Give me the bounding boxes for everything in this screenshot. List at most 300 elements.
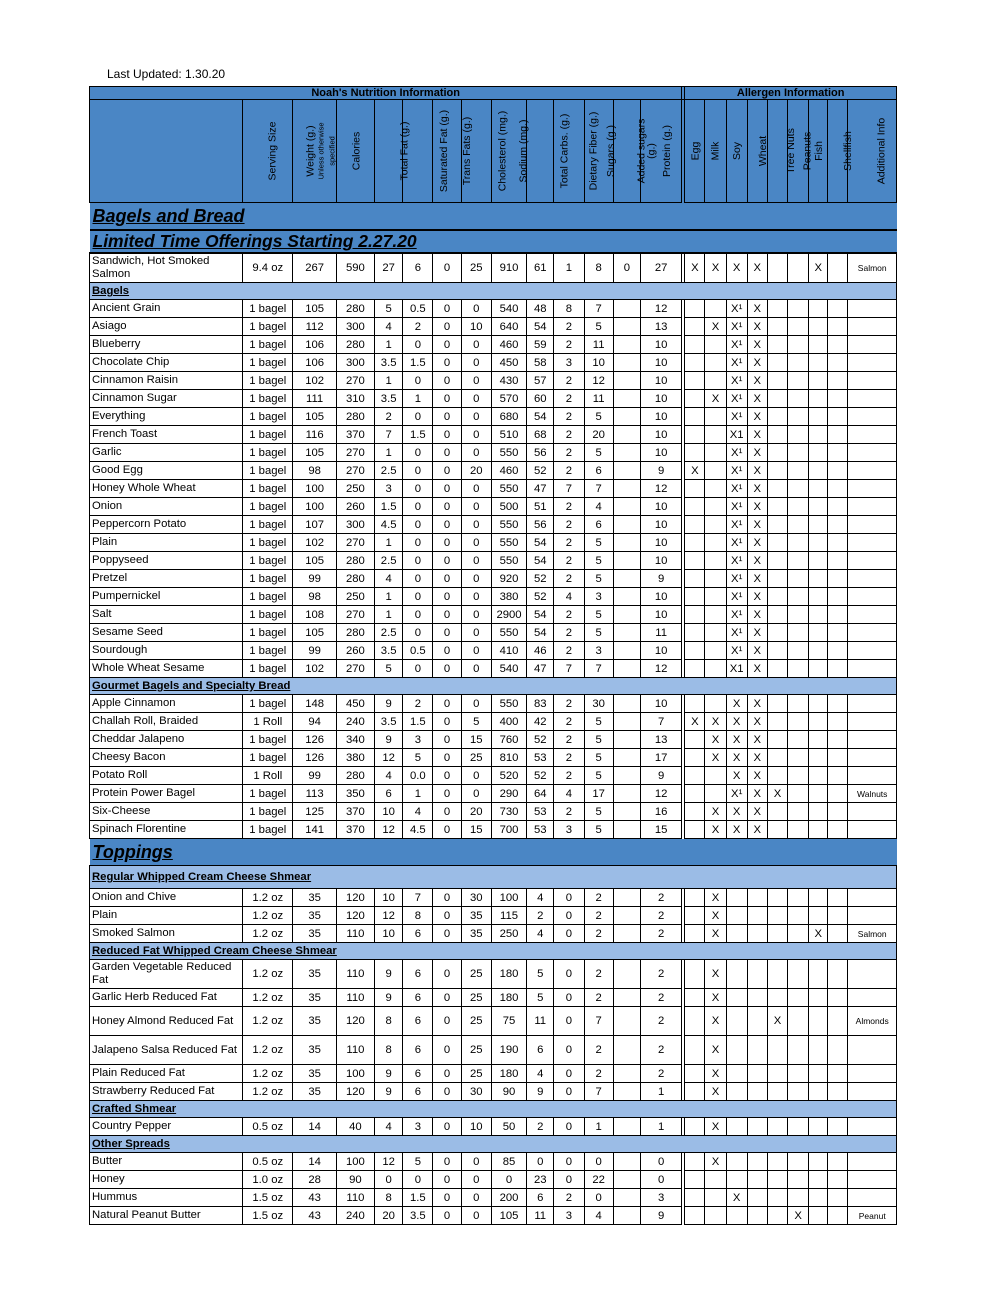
table-cell: 6 bbox=[403, 253, 433, 283]
table-cell: 2 bbox=[554, 606, 584, 624]
table-cell: 2 bbox=[554, 498, 584, 516]
table-cell bbox=[828, 444, 848, 462]
table-cell: 90 bbox=[491, 1083, 526, 1101]
table-cell bbox=[685, 785, 705, 803]
table-cell: 17 bbox=[584, 785, 613, 803]
table-cell: 10 bbox=[640, 444, 681, 462]
table-cell bbox=[767, 516, 787, 534]
table-cell: 550 bbox=[491, 624, 526, 642]
table-cell: 11 bbox=[584, 336, 613, 354]
item-name: Garlic bbox=[90, 444, 243, 462]
table-cell: 7 bbox=[640, 713, 681, 731]
table-cell bbox=[747, 1153, 767, 1171]
table-cell: 14 bbox=[293, 1118, 336, 1136]
table-cell bbox=[788, 889, 809, 907]
table-cell bbox=[613, 1171, 640, 1189]
table-cell bbox=[809, 907, 828, 925]
table-cell: 56 bbox=[527, 444, 554, 462]
table-cell: X bbox=[747, 318, 767, 336]
table-cell bbox=[828, 336, 848, 354]
table-cell: X bbox=[747, 785, 767, 803]
table-cell: 6 bbox=[403, 1036, 433, 1065]
table-row bbox=[90, 390, 897, 408]
table-cell: Almonds bbox=[848, 1007, 897, 1036]
subsection-header-row bbox=[90, 866, 897, 889]
table-cell bbox=[705, 552, 726, 570]
table-row bbox=[90, 642, 897, 660]
table-cell bbox=[705, 426, 726, 444]
table-cell bbox=[613, 354, 640, 372]
subsection-header-row bbox=[90, 678, 897, 695]
table-cell: 10 bbox=[461, 1118, 491, 1136]
last-updated-label: Last Updated: 1.30.20 bbox=[107, 67, 226, 81]
table-cell: X bbox=[726, 821, 747, 839]
table-cell bbox=[767, 480, 787, 498]
table-cell: 0 bbox=[433, 588, 461, 606]
table-cell bbox=[613, 785, 640, 803]
table-cell: X bbox=[788, 1207, 809, 1225]
table-cell bbox=[685, 498, 705, 516]
table-cell bbox=[767, 1118, 787, 1136]
table-cell bbox=[848, 803, 897, 821]
table-cell bbox=[613, 606, 640, 624]
table-cell bbox=[809, 1153, 828, 1171]
table-cell bbox=[767, 390, 787, 408]
table-cell: X¹ bbox=[726, 444, 747, 462]
table-cell: Peanut bbox=[848, 1207, 897, 1225]
table-cell: 1 bagel bbox=[243, 336, 293, 354]
table-cell: 1 bagel bbox=[243, 749, 293, 767]
table-cell: X¹ bbox=[726, 498, 747, 516]
table-cell: X bbox=[747, 498, 767, 516]
table-cell: 0.5 bbox=[403, 300, 433, 318]
column-header-milk: Milk bbox=[705, 100, 726, 203]
table-row bbox=[90, 462, 897, 480]
table-cell: 0 bbox=[433, 695, 461, 713]
table-cell bbox=[809, 889, 828, 907]
table-cell bbox=[685, 889, 705, 907]
table-cell bbox=[685, 749, 705, 767]
column-header-total-fat: Total Fat (g.) bbox=[375, 100, 403, 203]
table-cell bbox=[767, 695, 787, 713]
table-cell: 3 bbox=[403, 731, 433, 749]
table-cell bbox=[767, 606, 787, 624]
table-cell: X bbox=[705, 1036, 726, 1065]
table-cell: 98 bbox=[293, 462, 336, 480]
item-name: Jalapeno Salsa Reduced Fat bbox=[90, 1036, 243, 1065]
item-name: Country Pepper bbox=[90, 1118, 243, 1136]
table-cell: 7 bbox=[584, 1083, 613, 1101]
table-cell: 28 bbox=[293, 1171, 336, 1189]
table-cell bbox=[767, 1083, 787, 1101]
table-cell bbox=[767, 318, 787, 336]
table-cell: 500 bbox=[491, 498, 526, 516]
subsection-title: Gourmet Bagels and Specialty Bread bbox=[90, 678, 897, 695]
table-cell: 35 bbox=[293, 960, 336, 989]
table-cell: 12 bbox=[375, 907, 403, 925]
table-cell bbox=[788, 624, 809, 642]
table-cell: 5 bbox=[527, 989, 554, 1007]
table-cell bbox=[613, 803, 640, 821]
table-cell: 3.5 bbox=[375, 354, 403, 372]
table-cell bbox=[767, 713, 787, 731]
table-cell bbox=[613, 1036, 640, 1065]
table-cell: X bbox=[705, 1065, 726, 1083]
table-cell: 1.2 oz bbox=[243, 960, 293, 989]
table-cell bbox=[809, 606, 828, 624]
table-cell: 8 bbox=[584, 253, 613, 283]
table-cell bbox=[685, 426, 705, 444]
table-cell: 53 bbox=[527, 821, 554, 839]
table-cell: 0 bbox=[433, 642, 461, 660]
item-name: Challah Roll, Braided bbox=[90, 713, 243, 731]
table-cell: 3 bbox=[584, 642, 613, 660]
table-cell: 0 bbox=[433, 570, 461, 588]
table-cell bbox=[767, 462, 787, 480]
table-cell: 2 bbox=[554, 336, 584, 354]
item-name: Pumpernickel bbox=[90, 588, 243, 606]
table-cell: 8 bbox=[375, 1007, 403, 1036]
table-cell: 2 bbox=[554, 1189, 584, 1207]
table-cell bbox=[685, 372, 705, 390]
table-cell: 35 bbox=[293, 907, 336, 925]
table-cell bbox=[828, 552, 848, 570]
table-cell: 110 bbox=[336, 1036, 374, 1065]
table-cell bbox=[767, 989, 787, 1007]
table-cell: 240 bbox=[336, 713, 374, 731]
item-name: Cinnamon Sugar bbox=[90, 390, 243, 408]
table-cell bbox=[788, 1083, 809, 1101]
subsection-header-row bbox=[90, 283, 897, 300]
table-cell: 5 bbox=[584, 731, 613, 749]
table-row bbox=[90, 925, 897, 943]
table-cell: 126 bbox=[293, 731, 336, 749]
table-cell: 83 bbox=[527, 695, 554, 713]
table-cell: 7 bbox=[403, 889, 433, 907]
table-cell: 250 bbox=[336, 588, 374, 606]
table-cell: X bbox=[685, 462, 705, 480]
table-cell: 2 bbox=[554, 516, 584, 534]
table-cell bbox=[767, 925, 787, 943]
table-cell: 20 bbox=[461, 803, 491, 821]
table-cell bbox=[848, 318, 897, 336]
table-cell bbox=[767, 1065, 787, 1083]
table-cell: 0 bbox=[461, 426, 491, 444]
table-cell bbox=[767, 1207, 787, 1225]
table-cell: 0 bbox=[433, 1189, 461, 1207]
table-cell: 5 bbox=[584, 534, 613, 552]
table-cell: 0 bbox=[461, 570, 491, 588]
table-cell: 200 bbox=[491, 1189, 526, 1207]
table-cell: 35 bbox=[461, 925, 491, 943]
table-cell bbox=[828, 1065, 848, 1083]
table-cell bbox=[809, 749, 828, 767]
table-cell: 5 bbox=[584, 408, 613, 426]
table-cell: 52 bbox=[527, 462, 554, 480]
table-cell: 0 bbox=[461, 785, 491, 803]
table-cell: 10 bbox=[640, 336, 681, 354]
table-cell bbox=[747, 1118, 767, 1136]
subsection-title: Regular Whipped Cream Cheese Shmear bbox=[90, 866, 897, 889]
table-cell: 0 bbox=[433, 1118, 461, 1136]
table-cell: X bbox=[705, 253, 726, 283]
table-cell: 0 bbox=[461, 300, 491, 318]
table-cell: 1.2 oz bbox=[243, 1065, 293, 1083]
table-cell: 260 bbox=[336, 642, 374, 660]
table-cell: 0 bbox=[554, 960, 584, 989]
table-cell: 100 bbox=[293, 498, 336, 516]
table-cell bbox=[767, 588, 787, 606]
table-cell bbox=[613, 1065, 640, 1083]
table-row bbox=[90, 1171, 897, 1189]
table-cell: 53 bbox=[527, 749, 554, 767]
table-row bbox=[90, 516, 897, 534]
table-row bbox=[90, 1189, 897, 1207]
table-row bbox=[90, 1207, 897, 1225]
table-cell: 11 bbox=[527, 1207, 554, 1225]
table-cell: 102 bbox=[293, 534, 336, 552]
table-cell bbox=[788, 300, 809, 318]
table-cell bbox=[726, 1083, 747, 1101]
table-cell bbox=[828, 462, 848, 480]
table-cell bbox=[705, 336, 726, 354]
table-cell bbox=[767, 408, 787, 426]
table-cell bbox=[828, 1083, 848, 1101]
column-header-dietary-fiber: Dietary Fiber (g.) bbox=[554, 100, 584, 203]
table-cell bbox=[809, 588, 828, 606]
table-cell: 3 bbox=[554, 354, 584, 372]
table-cell bbox=[685, 300, 705, 318]
table-cell: 0 bbox=[403, 570, 433, 588]
table-cell bbox=[809, 534, 828, 552]
table-cell: 380 bbox=[336, 749, 374, 767]
table-cell: 0 bbox=[554, 1171, 584, 1189]
table-cell bbox=[613, 300, 640, 318]
table-cell: 0 bbox=[554, 889, 584, 907]
table-cell: X bbox=[705, 821, 726, 839]
subsection-header-row bbox=[90, 1136, 897, 1153]
table-cell: 250 bbox=[491, 925, 526, 943]
table-cell: 1.5 bbox=[403, 1189, 433, 1207]
item-name: French Toast bbox=[90, 426, 243, 444]
table-cell: 54 bbox=[527, 624, 554, 642]
table-cell bbox=[848, 354, 897, 372]
table-cell bbox=[788, 372, 809, 390]
table-cell bbox=[767, 354, 787, 372]
table-cell: 52 bbox=[527, 767, 554, 785]
table-cell: 5 bbox=[461, 713, 491, 731]
column-header-tree-nuts: Tree Nuts bbox=[767, 100, 787, 203]
table-cell bbox=[848, 570, 897, 588]
table-cell: 410 bbox=[491, 642, 526, 660]
table-cell bbox=[613, 925, 640, 943]
table-cell: 270 bbox=[336, 444, 374, 462]
table-cell bbox=[809, 713, 828, 731]
table-cell bbox=[788, 444, 809, 462]
table-cell bbox=[788, 318, 809, 336]
table-cell: 0 bbox=[433, 731, 461, 749]
table-cell: 0 bbox=[433, 1171, 461, 1189]
table-cell: 9 bbox=[640, 462, 681, 480]
table-cell: 2 bbox=[554, 408, 584, 426]
table-cell: 3 bbox=[584, 588, 613, 606]
table-cell: 5 bbox=[584, 606, 613, 624]
table-cell bbox=[705, 767, 726, 785]
table-cell bbox=[685, 821, 705, 839]
table-cell: 57 bbox=[527, 372, 554, 390]
table-cell bbox=[788, 1118, 809, 1136]
table-cell: 340 bbox=[336, 731, 374, 749]
table-cell: 0 bbox=[433, 354, 461, 372]
table-cell: 510 bbox=[491, 426, 526, 444]
table-cell: 35 bbox=[293, 989, 336, 1007]
table-cell: 48 bbox=[527, 300, 554, 318]
table-cell bbox=[613, 444, 640, 462]
item-name: Plain bbox=[90, 534, 243, 552]
table-cell: X bbox=[747, 300, 767, 318]
item-name: Six-Cheese bbox=[90, 803, 243, 821]
table-cell: 112 bbox=[293, 318, 336, 336]
table-cell bbox=[767, 300, 787, 318]
table-cell bbox=[685, 1207, 705, 1225]
table-cell: 16 bbox=[640, 803, 681, 821]
table-cell: 1.5 bbox=[403, 713, 433, 731]
table-cell: 25 bbox=[461, 1007, 491, 1036]
table-cell: 56 bbox=[527, 516, 554, 534]
table-cell: 1.2 oz bbox=[243, 907, 293, 925]
table-cell bbox=[828, 821, 848, 839]
table-cell: 1 bagel bbox=[243, 318, 293, 336]
item-name: Sandwich, Hot Smoked Salmon bbox=[90, 253, 243, 283]
column-header-fish: Fish bbox=[809, 100, 828, 203]
table-cell: 260 bbox=[336, 498, 374, 516]
table-cell: 5 bbox=[584, 821, 613, 839]
table-cell: 370 bbox=[336, 803, 374, 821]
table-cell: 0 bbox=[403, 462, 433, 480]
table-cell: 2 bbox=[584, 925, 613, 943]
table-cell bbox=[767, 336, 787, 354]
table-cell: 2 bbox=[554, 462, 584, 480]
column-header-additional-info: Additional Info bbox=[848, 100, 897, 203]
table-row bbox=[90, 821, 897, 839]
table-cell: 107 bbox=[293, 516, 336, 534]
table-cell: 1.2 oz bbox=[243, 1036, 293, 1065]
table-cell bbox=[767, 444, 787, 462]
table-cell: 4 bbox=[527, 889, 554, 907]
table-cell: 0 bbox=[433, 444, 461, 462]
table-cell bbox=[685, 606, 705, 624]
table-cell: 4 bbox=[527, 925, 554, 943]
table-cell: 2 bbox=[640, 960, 681, 989]
table-cell bbox=[747, 960, 767, 989]
table-cell: 35 bbox=[293, 925, 336, 943]
table-cell: 0 bbox=[584, 1189, 613, 1207]
table-cell: 0 bbox=[554, 1083, 584, 1101]
table-cell bbox=[685, 354, 705, 372]
table-cell: 10 bbox=[375, 803, 403, 821]
table-cell: 2 bbox=[584, 989, 613, 1007]
table-cell: 15 bbox=[640, 821, 681, 839]
table-cell: 68 bbox=[527, 426, 554, 444]
table-cell bbox=[685, 1189, 705, 1207]
item-name: Honey Whole Wheat bbox=[90, 480, 243, 498]
table-cell: 1 bagel bbox=[243, 803, 293, 821]
table-cell: 3 bbox=[554, 1207, 584, 1225]
table-row bbox=[90, 1118, 897, 1136]
table-cell: 98 bbox=[293, 588, 336, 606]
table-cell bbox=[828, 1007, 848, 1036]
table-cell: 25 bbox=[461, 960, 491, 989]
table-cell: 15 bbox=[461, 821, 491, 839]
table-cell: 280 bbox=[336, 336, 374, 354]
table-cell: 1 bagel bbox=[243, 606, 293, 624]
table-cell: X bbox=[747, 426, 767, 444]
table-cell bbox=[767, 660, 787, 678]
item-name: Apple Cinnamon bbox=[90, 695, 243, 713]
table-cell: 430 bbox=[491, 372, 526, 390]
table-cell bbox=[788, 767, 809, 785]
table-cell bbox=[848, 1189, 897, 1207]
table-cell: 370 bbox=[336, 821, 374, 839]
table-cell: X1 bbox=[726, 660, 747, 678]
table-cell: 0 bbox=[433, 498, 461, 516]
table-cell: X¹ bbox=[726, 534, 747, 552]
table-cell bbox=[685, 989, 705, 1007]
table-cell bbox=[767, 498, 787, 516]
table-cell: 9 bbox=[640, 570, 681, 588]
nutrition-table bbox=[89, 86, 897, 1225]
table-cell: 115 bbox=[491, 907, 526, 925]
table-cell: X¹ bbox=[726, 588, 747, 606]
table-cell: 0 bbox=[527, 1153, 554, 1171]
table-cell bbox=[788, 462, 809, 480]
table-cell: 64 bbox=[527, 785, 554, 803]
table-cell: 0 bbox=[433, 767, 461, 785]
table-cell bbox=[828, 354, 848, 372]
item-name: Pretzel bbox=[90, 570, 243, 588]
table-cell bbox=[685, 803, 705, 821]
table-cell bbox=[788, 1007, 809, 1036]
table-cell: X¹ bbox=[726, 480, 747, 498]
table-cell bbox=[788, 1153, 809, 1171]
table-cell bbox=[685, 660, 705, 678]
table-cell bbox=[848, 300, 897, 318]
table-row bbox=[90, 534, 897, 552]
table-cell bbox=[705, 408, 726, 426]
table-cell: 290 bbox=[491, 785, 526, 803]
table-cell bbox=[685, 552, 705, 570]
column-header-saturated-fat: Saturated Fat (g.) bbox=[403, 100, 433, 203]
table-cell: 9 bbox=[375, 695, 403, 713]
table-cell bbox=[726, 1171, 747, 1189]
section-title: Bagels and Bread bbox=[90, 203, 897, 231]
table-row bbox=[90, 253, 897, 283]
table-cell bbox=[767, 642, 787, 660]
table-cell: 590 bbox=[336, 253, 374, 283]
table-cell: 0.5 oz bbox=[243, 1153, 293, 1171]
table-cell: X bbox=[705, 925, 726, 943]
table-cell: 2 bbox=[584, 889, 613, 907]
table-cell bbox=[848, 821, 897, 839]
table-cell bbox=[848, 642, 897, 660]
table-cell bbox=[788, 516, 809, 534]
table-cell bbox=[685, 444, 705, 462]
table-cell bbox=[705, 498, 726, 516]
table-cell: 47 bbox=[527, 660, 554, 678]
column-header-cholesterol: Cholesterol (mg.) bbox=[461, 100, 491, 203]
table-cell: 2 bbox=[554, 695, 584, 713]
table-cell: 6 bbox=[527, 1189, 554, 1207]
